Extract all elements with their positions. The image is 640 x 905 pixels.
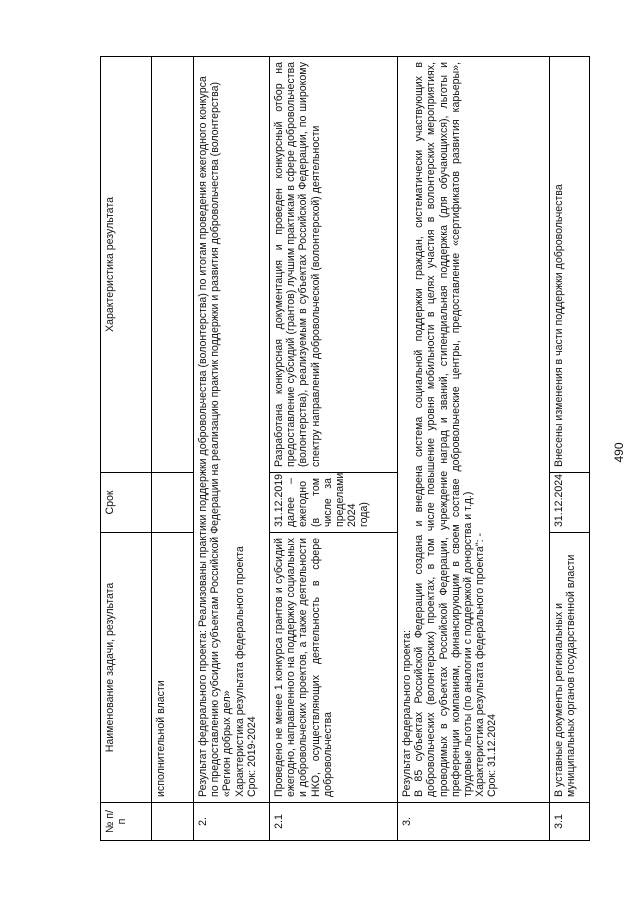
row3-num: 3. [398, 803, 550, 841]
row21-result: Разработана конкурсная документация и проведен конкурсный отбор на предоставление субсидий (грантов) лучшим практикам в сфере добровольчества (волонтерства), реализуемым в субъектах Российской Федерации, по широкому спектру направлений добровольческой (волонтерской) деятельности [270, 57, 398, 473]
row3-characteristic: Характеристика результата федерального проекта": - [474, 533, 487, 797]
row31-result: Внесены изменения в части поддержки добровольчества [550, 57, 590, 473]
carry-over-result [152, 57, 194, 473]
carry-over-row [152, 57, 194, 841]
header-num: № п/п [101, 803, 152, 841]
carry-over-num [152, 803, 194, 841]
table-row-3 [398, 57, 550, 841]
header-term: Срок [101, 473, 152, 533]
results-table [100, 56, 590, 841]
table-row-2-1 [270, 57, 398, 841]
carry-over-name: исполнительной власти [152, 533, 194, 803]
table-row-2 [194, 57, 270, 841]
row21-term: 31.12.2019, далее – ежегодно (в том числе за пределами 2024 года) [270, 473, 398, 533]
table-row-3-1 [550, 57, 590, 841]
row31-term: 31.12.2024 [550, 473, 590, 533]
row2-result-text: Результат федерального проекта: Реализованы практики поддержки добровольчества (волонтерства) по итогам проведения ежегодного конкурса по предоставлению субсидии субъектам Российской Федерации на реализацию практик поддержки и развития добровольчества (волонтерства) «Регион добрых дел» [197, 76, 234, 797]
row31-num: 3.1 [550, 803, 590, 841]
carry-over-term [152, 473, 194, 533]
page-number: 490 [612, 442, 626, 463]
row2-num: 2. [194, 803, 270, 841]
header-name: Наименование задачи, результата [101, 533, 152, 803]
row21-task: Проведено не менее 1 конкурса грантов и субсидий ежегодно, направленного на поддержку социальных и добровольческих проектов, а также деятельности НКО, осуществляющих деятельность в сфере добровольчества [270, 533, 398, 803]
row2-federal-result [194, 57, 270, 803]
row21-num: 2.1 [270, 803, 398, 841]
row3-body: В 85 субъектах Российской Федерации создана и внедрена система социальной поддержки граждан, систематически участвующих в добровольческих (волонтерских) проектах, в том числе повышение уровня мобильности в целях участия в волонтерских мероприятиях, проводимых в субъектах Российской Федерации, учреждение наград и званий, стипендиальная поддержка (для обучающихся), льготы и преференции компаниям, финансирующим в своем составе добровольческие центры, предоставление «сертификатов развития карьеры», трудовые льготы (по аналогии с поддержкой донорства и т.д.) [413, 62, 475, 797]
row3-term: Срок: 31.12.2024 [486, 714, 499, 797]
row2-term: Срок: 2019-2024 [245, 716, 258, 797]
row31-task: В уставные документы региональных и муниципальных органов государственной власти [550, 533, 590, 803]
table-header-row [101, 57, 152, 841]
header-result: Характеристика результата [101, 57, 152, 473]
row2-characteristic: Характеристика результата федерального проекта [233, 546, 246, 797]
row3-title: Результат федерального проекта: [401, 630, 413, 797]
row3-federal-result [398, 57, 550, 803]
